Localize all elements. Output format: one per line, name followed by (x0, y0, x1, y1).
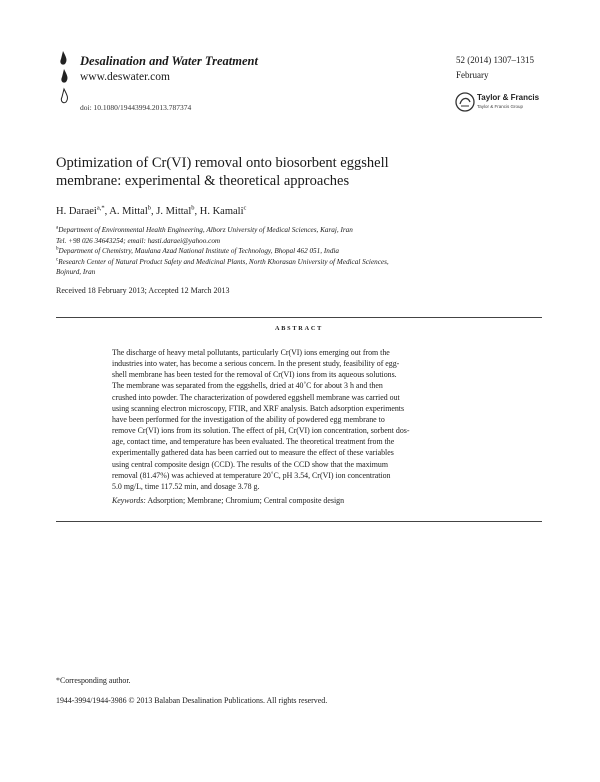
corresponding-author-note: *Corresponding author. (56, 676, 131, 685)
abstract-top-rule (56, 317, 542, 318)
volume-pages: 52 (2014) 1307–1315 (456, 55, 534, 65)
keywords-label: Keywords: (112, 496, 146, 505)
received-dates: Received 18 February 2013; Accepted 12 March 2013 (56, 286, 230, 295)
abstract-line: experimentally gathered data has been carried out to measure the effect of these variables (112, 448, 394, 458)
abstract-line: The membrane was separated from the eggshells, dried at 40˚C for about 3 h and then (112, 381, 383, 391)
issue-month: February (456, 70, 489, 80)
contact-line (56, 236, 536, 246)
abstract-line: using scanning electron microscopy, FTIR, and XRF analysis. Batch adsorption experiments (112, 403, 405, 413)
abstract-line: removal (81.47%) was achieved at temperature 20˚C, pH 3.54, Cr(VI) ion concentration (112, 470, 391, 480)
doi-link[interactable]: doi: 10.1080/19443994.2013.787374 (80, 103, 192, 112)
article-title-line-1: Optimization of Cr(VI) removal onto biosorbent eggshell (56, 155, 389, 171)
abstract-line: age, contact time, and temperature has been evaluated. The theoretical treatment from the (112, 437, 395, 447)
affiliation (56, 246, 536, 256)
abstract-line: remove Cr(VI) ions from its solution. The effect of pH, Cr(VI) ion concentration, sorbent dos- (112, 426, 410, 436)
keywords-text: Adsorption; Membrane; Chromium; Central composite design (147, 496, 345, 505)
journal-website[interactable]: www.deswater.com (80, 71, 170, 83)
author-name: A. Mittal (109, 206, 148, 217)
journal-title: Desalination and Water Treatment (80, 54, 258, 68)
contact-text: Tel. +98 026 34643254; email: hasti.daraei@yahoo.com (56, 236, 221, 245)
affiliation-sup: c (56, 257, 59, 263)
abstract-line: crushed into powder. The characterization of powdered eggshell membrane was carried out (112, 392, 400, 402)
abstract-line: industries into water, has become a serious concern. In the present study, feasibility of egg- (112, 359, 400, 369)
affiliation-sup: a (56, 225, 59, 231)
author-sup: a,* (96, 204, 105, 212)
affiliation (56, 225, 536, 235)
abstract-line: The discharge of heavy metal pollutants, particularly Cr(VI) ions emerging out from the (112, 348, 390, 357)
abstract-line: have been performed for the investigation of the ability of powdered egg membrane to (112, 414, 385, 424)
article-title-line-2: membrane: experimental & theoretical approaches (56, 173, 350, 189)
abstract-line: 5.0 mg/L, time 117.52 min, and dosage 3.78 g. (112, 481, 260, 491)
affiliation (56, 257, 536, 267)
publisher-name: Taylor & Francis (477, 93, 540, 102)
water-drops-logo (58, 49, 72, 111)
affiliation-continuation (56, 267, 536, 277)
affiliation-sup: b (56, 246, 59, 252)
author-name: H. Kamali (199, 206, 244, 217)
author-sup: c (243, 204, 247, 212)
affiliation-text: Department of Chemistry, Maulana Azad National Institute of Technology, Bhopal 462 051, India (58, 247, 340, 255)
keywords (112, 496, 488, 505)
abstract-line: using central composite design (CCD). The results of the CCD show that the maximum (112, 459, 388, 469)
abstract-bottom-rule (56, 521, 542, 522)
abstract-line: shell membrane has been tested for the removal of Cr(VI) ions from its aqueous solutions. (112, 370, 397, 380)
affiliation-text: Bojnurd, Iran (56, 268, 96, 276)
publisher-subtitle: Taylor & Francis Group (477, 104, 524, 109)
copyright-line: 1944-3994/1944-3986 © 2013 Balaban Desalination Publications. All rights reserved. (56, 696, 328, 705)
author-list: H. Daraei$^{a,*}$, A. Mittal$^b$, J. Mittal$^b$, H. Kamali$^c$ (56, 204, 247, 217)
author-sup: b (147, 204, 151, 212)
affiliation-text: Research Center of Natural Product Safety and Medicinal Plants, North Khorasan University of Medical Sciences, (58, 257, 389, 266)
author-name: H. Daraei (56, 206, 97, 217)
abstract-body (112, 347, 488, 492)
affiliation-text: Department of Environmental Health Engineering, Alborz University of Medical Sciences, Karaj, Iran (58, 226, 353, 234)
article-title (56, 154, 496, 190)
author-name: J. Mittal (156, 206, 192, 217)
author-sup: b (191, 204, 195, 212)
abstract-heading: ABSTRACT (274, 325, 324, 332)
